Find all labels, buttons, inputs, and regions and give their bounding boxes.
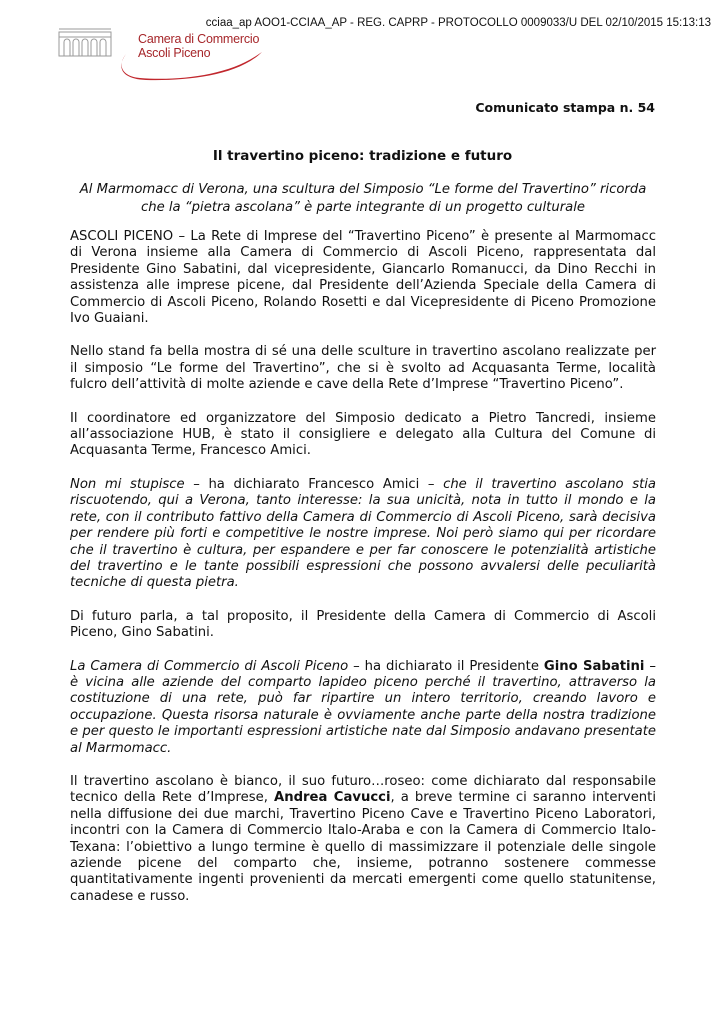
paragraph-2: Nello stand fa bella mostra di sé una delle sculture in travertino ascolano realizzate per il simposio “Le forme del Travertino”, che si è svolto ad Acquasanta Terme, località fulcro dell’attività di molte aziende e cave della Rete d’Imprese “Travertino Piceno”. [70,344,656,393]
subtitle-line-1: Al Marmomacc di Verona, una scultura del Simposio “Le forme del Travertino” ricorda [79,182,647,197]
manager-name: Andrea Cavucci [273,790,391,806]
quote-opening: La Camera di Commercio di Ascoli Piceno [70,658,349,674]
protocol-stamp: cciaa_ap AOO1-CCIAA_AP - REG. CAPRP - PROTOCOLLO 0009033/U DEL 02/10/2015 15:13:13 [205,17,711,29]
page-title: Il travertino piceno: tradizione e futuro [212,148,513,164]
building-icon [58,28,114,58]
paragraph-4 [70,477,656,592]
subtitle [70,181,656,217]
quote-body: – è vicina alle aziende del comparto lapideo piceno perché il travertino, attraverso la costituzione di una rete, può far ripartire un intero territorio, creando lavoro e occupazione. Questa risorsa naturale è ovviamente anche parte della nostra tradizione e per questo le importanti espressioni artistiche nate dal Simposio andavano presentate al Marmomacc. [70,658,656,756]
swoosh-icon [116,50,266,82]
article-body [70,229,656,922]
paragraph-3: Il coordinatore ed organizzatore del Simposio dedicato a Pietro Tancredi, insieme all’associazione HUB, è stato il consigliere e delegato alla Cultura del Comune di Acquasanta Terme, Francesco Amici. [70,410,656,459]
quote-body: che il travertino ascolano stia riscuotendo, qui a Verona, tanto interesse: la sua unicità, nota in tutto il mondo e la rete, con il contributo fattivo della Camera di Commercio di Ascoli Piceno, sarà decisiva per rendere più forti e competitive le nostre imprese. Noi però siamo qui per ricordare che il travertino è cultura, per espandere e per far conoscere le potenzialità artistiche del travertino e le tante possibili espressioni che possono avvalersi delle peculiarità tecniche di questa pietra. [70,476,657,591]
quote-attribution: – ha dichiarato il Presidente [348,658,544,674]
paragraph-7-end: , a breve termine ci saranno interventi nella diffusione dei due marchi, Travertino Piceno Cave e Travertino Piceno Laboratori, incontri con la Camera di Commercio Italo-Araba e con la Camera di Commercio Italo-Texana: l’obiettivo a lungo termine è quello di massimizzare il potenziale delle singole aziende picene del comparto che, insieme, potranno sostenere commesse quantitativamente ingenti provenienti da mercati emergenti come quello statunitense, canadese e russo. [70,790,656,904]
paragraph-7-start: Il travertino ascolano è bianco, il suo futuro…roseo: come dichiarato dal responsabile tecnico della Rete d’Imprese, [70,773,656,806]
quote-opening: Non mi stupisce [70,476,185,492]
logo-line-1: Camera di Commercio [138,32,260,46]
paragraph-7 [70,774,656,905]
logo-line-2: Ascoli Piceno [138,46,211,60]
subtitle-line-2: che la “pietra ascolana” è parte integrante di un progetto culturale [140,200,585,215]
quote-attribution: – ha dichiarato Francesco Amici – [184,476,444,492]
chamber-logo [58,28,268,84]
paragraph-1: ASCOLI PICENO – La Rete di Imprese del “Travertino Piceno” è presente al Marmomacc di Verona insieme alla Camera di Commercio di Ascoli Piceno, rappresentata dal Presidente Gino Sabatini, dal vicepresidente, Giancarlo Romanucci, da Dino Recchi in assistenza alle imprese picene, dal Presidente dell’Azienda Speciale della Camera di Commercio di Ascoli Piceno, Rolando Rosetti e dal Vicepresidente di Piceno Promozione Ivo Guaiani. [70,229,656,327]
paragraph-5: Di futuro parla, a tal proposito, il Presidente della Camera di Commercio di Ascoli Piceno, Gino Sabatini. [70,608,656,641]
paragraph-6 [70,659,656,757]
president-name: Gino Sabatini [543,658,645,674]
press-release-number: Comunicato stampa n. 54 [475,100,655,115]
